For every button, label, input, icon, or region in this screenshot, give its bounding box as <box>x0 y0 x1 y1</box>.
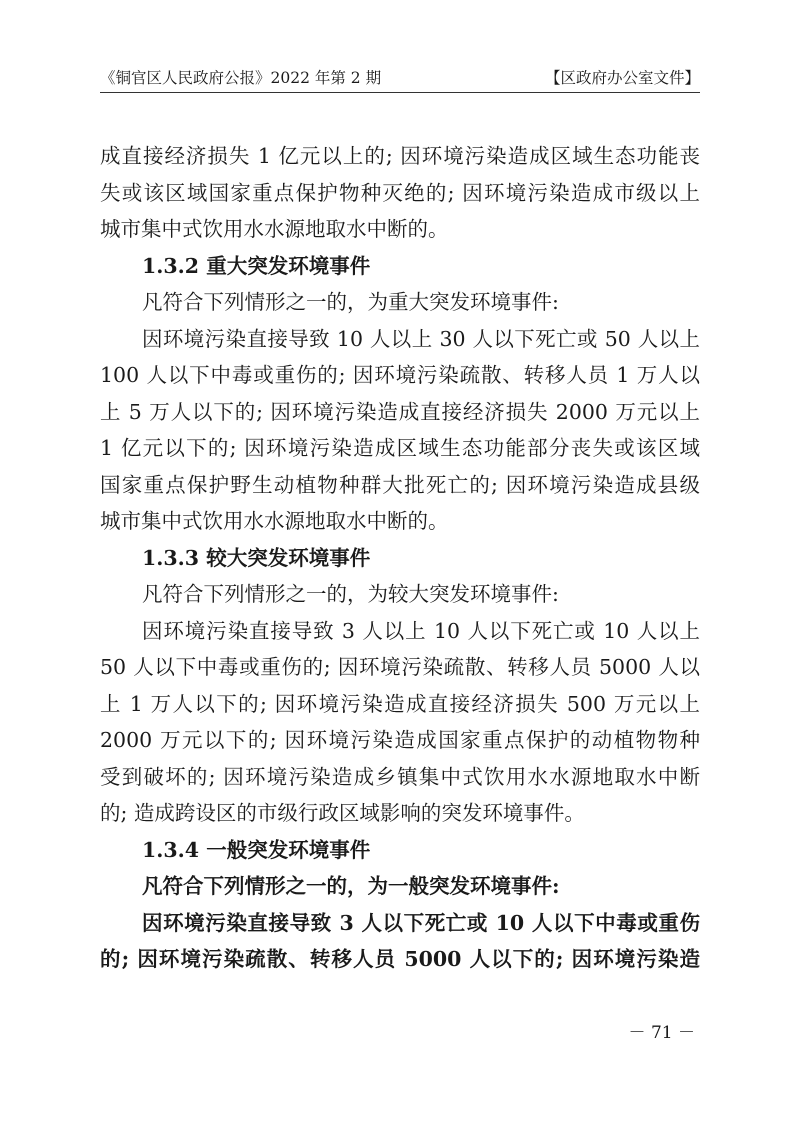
document-body <box>100 138 700 978</box>
paragraph-line: 凡符合下列情形之一的，为一般突发环境事件: <box>142 874 560 898</box>
paragraph-line: 上 5 万人以下的; 因环境污染造成直接经济损失 2000 万元以上 <box>100 399 700 424</box>
paragraph-line: 受到破坏的; 因环境污染造成乡镇集中式饮用水水源地取水中断 <box>100 764 700 789</box>
paragraph-line: 城市集中式饮用水水源地取水中断的。 <box>100 509 449 533</box>
paragraph-line: 1 亿元以下的; 因环境污染造成区域生态功能部分丧失或该区域 <box>100 436 700 460</box>
paragraph-line: 的; 因环境污染疏散、转移人员 5000 人以下的; 因环境污染造 <box>100 947 700 971</box>
paragraph-line: 国家重点保护野生动植物种群大批死亡的; 因环境污染造成县级 <box>100 472 700 497</box>
paragraph-line: 凡符合下列情形之一的，为较大突发环境事件: <box>142 582 559 606</box>
paragraph-line: 50 人以下中毒或重伤的; 因环境污染疏散、转移人员 5000 人以 <box>100 655 700 679</box>
paragraph-line: 100 人以下中毒或重伤的; 因环境污染疏散、转移人员 1 万人以 <box>100 363 700 387</box>
header-publication-title: 《铜官区人民政府公报》2022 年第 2 期 <box>100 69 382 87</box>
paragraph-line: 上 1 万人以下的; 因环境污染造成直接经济损失 500 万元以上 <box>100 691 700 716</box>
paragraph-line: 的; 造成跨设区的市级行政区域影响的突发环境事件。 <box>100 801 585 825</box>
section-heading: 1.3.3 较大突发环境事件 <box>142 545 371 570</box>
paragraph-line: 因环境污染直接导致 10 人以上 30 人以下死亡或 50 人以上 <box>142 326 700 351</box>
page-number: － 71 － <box>628 1023 695 1043</box>
running-header <box>100 62 700 93</box>
paragraph-line: 成直接经济损失 1 亿元以上的; 因环境污染造成区域生态功能丧 <box>100 144 700 168</box>
header-section-label: 【区政府办公室文件】 <box>544 69 700 87</box>
paragraph-line: 失或该区域国家重点保护物种灭绝的; 因环境污染造成市级以上 <box>100 180 700 205</box>
paragraph-line: 因环境污染直接导致 3 人以上 10 人以下死亡或 10 人以上 <box>142 618 700 643</box>
paragraph-line: 2000 万元以下的; 因环境污染造成国家重点保护的动植物物种 <box>100 728 700 752</box>
paragraph-line: 城市集中式饮用水水源地取水中断的。 <box>100 217 449 241</box>
paragraph-line: 因环境污染直接导致 3 人以下死亡或 10 人以下中毒或重伤 <box>142 910 700 935</box>
section-heading: 1.3.2 重大突发环境事件 <box>142 253 371 278</box>
section-heading: 1.3.4 一般突发环境事件 <box>142 837 371 862</box>
paragraph-line: 凡符合下列情形之一的，为重大突发环境事件: <box>142 290 559 314</box>
